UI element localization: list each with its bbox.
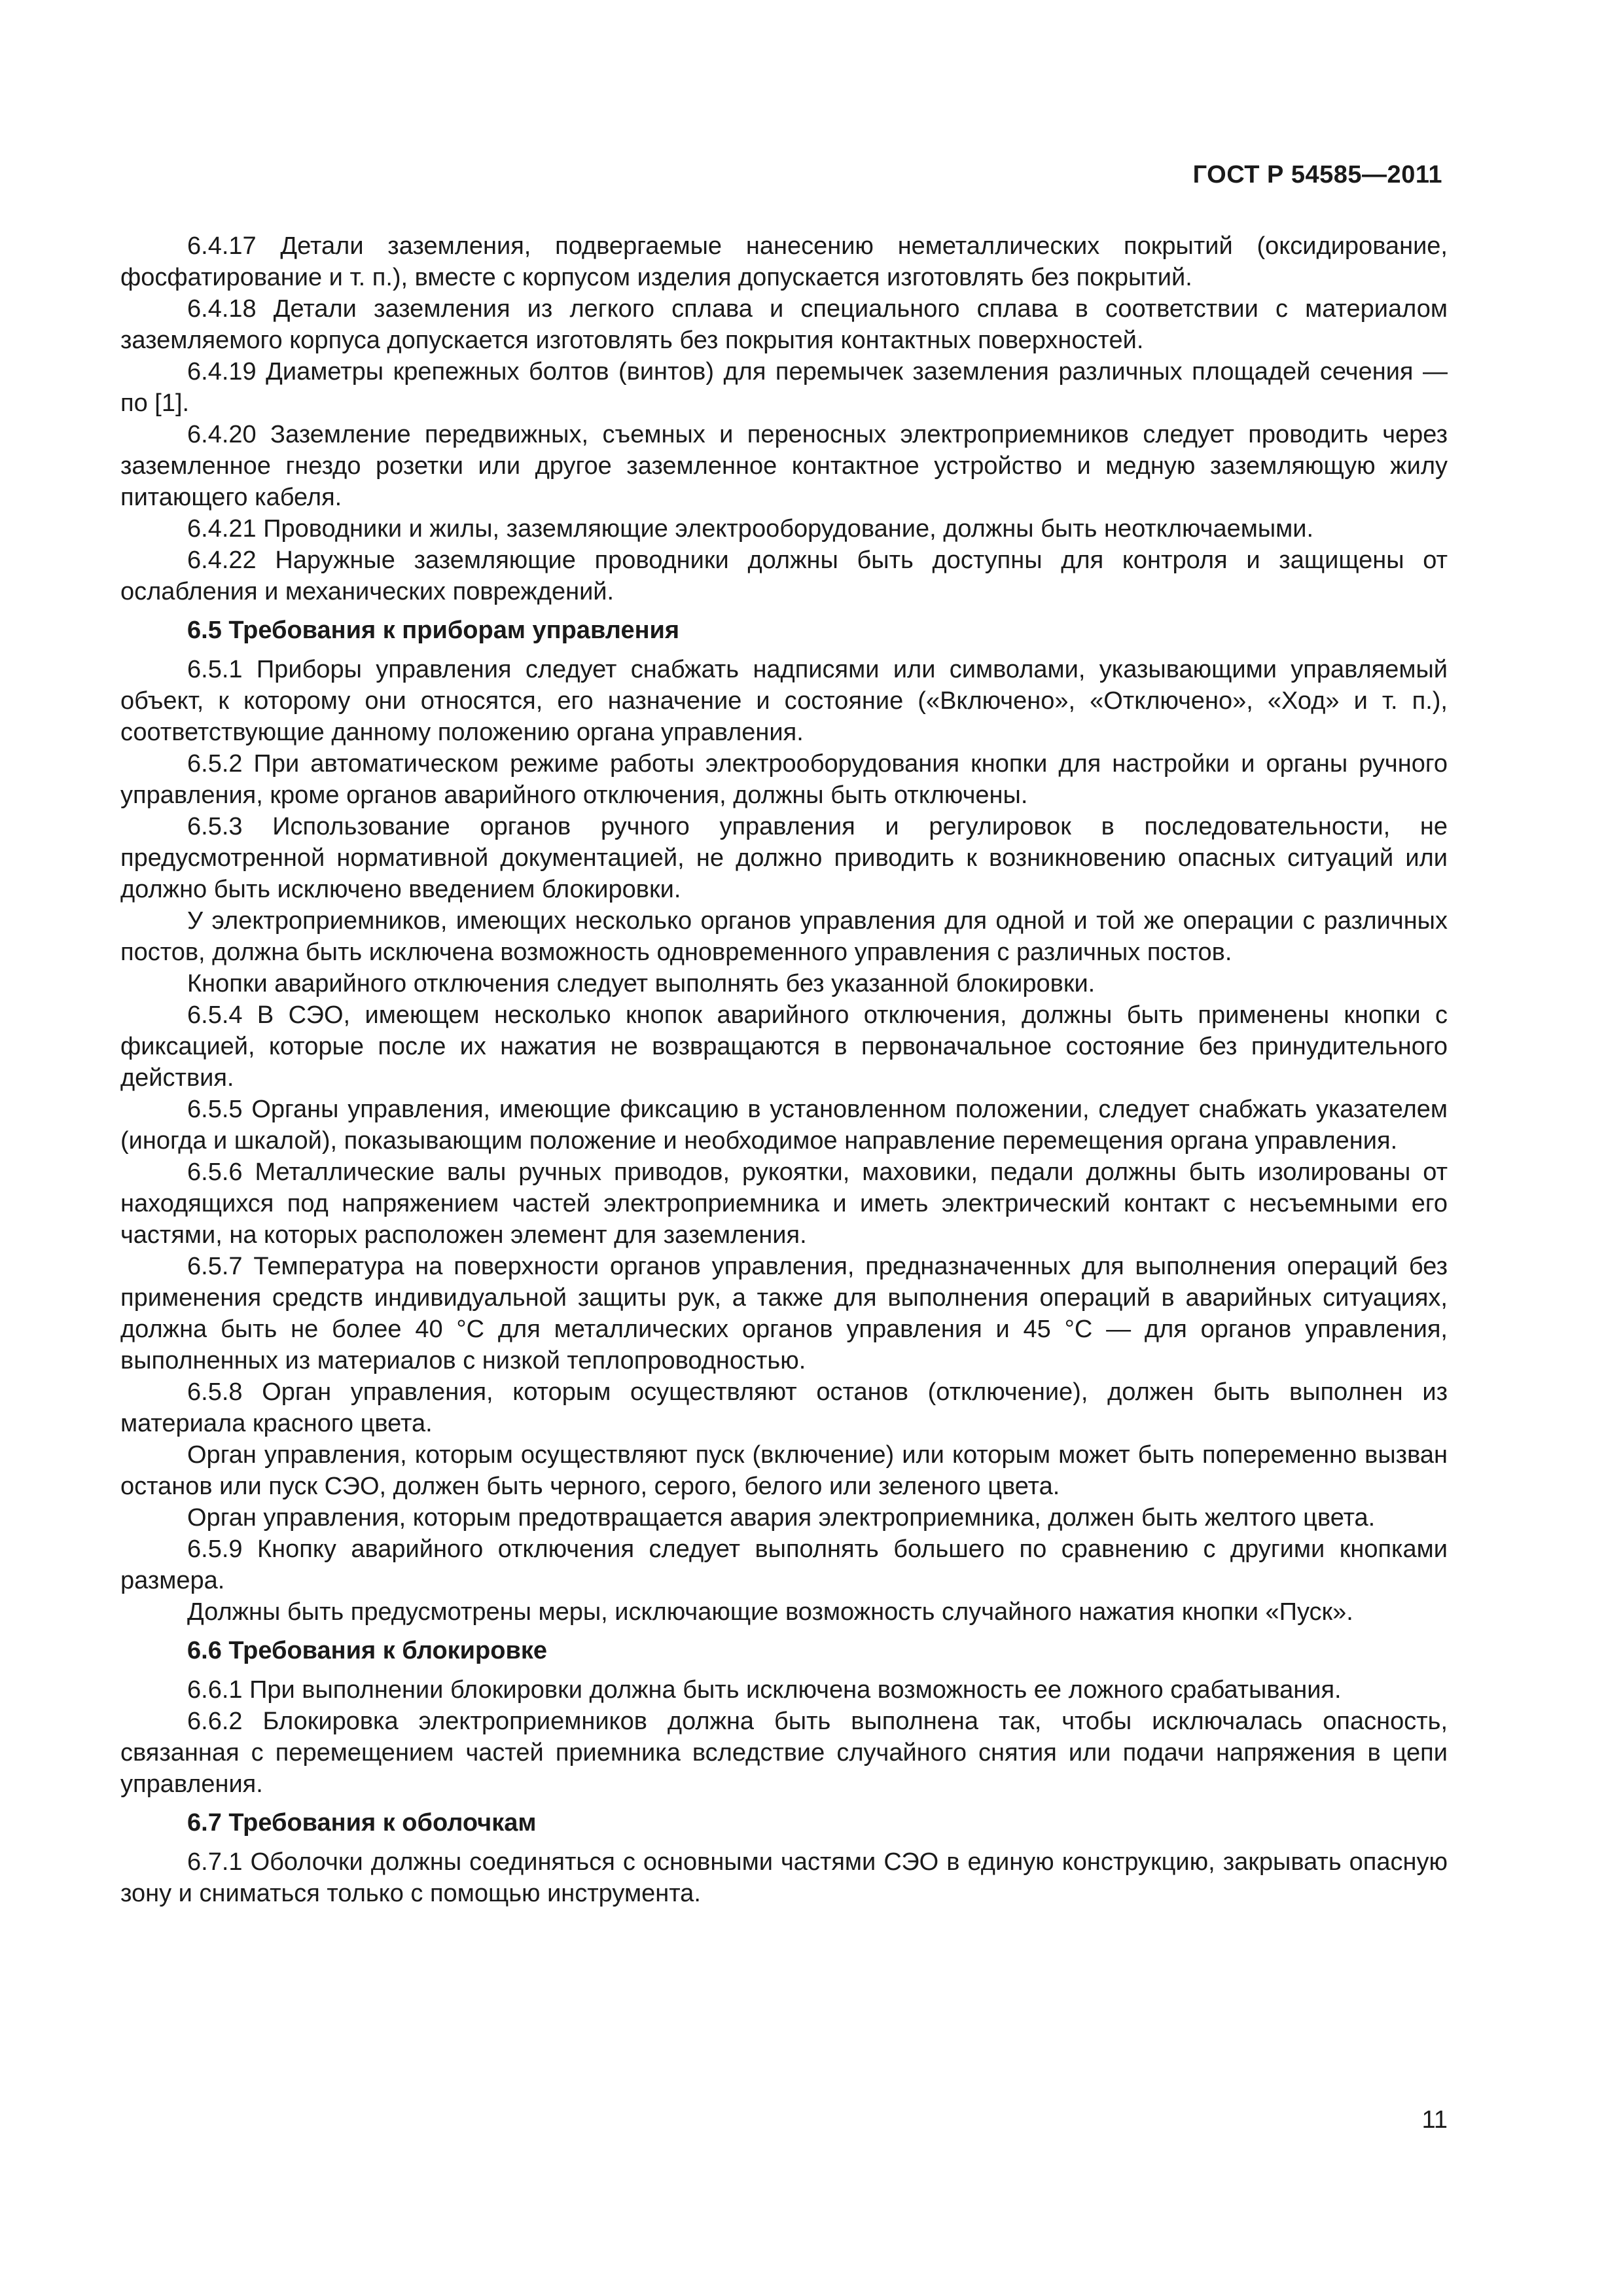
paragraph-6-5-9-cont: Должны быть предусмотрены меры, исключающие возможность случайного нажатия кнопки «Пуск». <box>187 1598 1353 1626</box>
paragraph-6-7-1: 6.7.1 Оболочки должны соединяться с основными частями СЭО в единую конструкцию, закрывать опасную зону и сниматься только с помощью инструмента. <box>120 1848 1448 1907</box>
paragraph-6-4-18: 6.4.18 Детали заземления из легкого сплава и специального сплава в соответствии с материалом заземляемого корпуса допускается изготовлять без покрытия контактных поверхностей. <box>120 295 1448 354</box>
paragraph-6-5-8-cont-1: Орган управления, которым осуществляют пуск (включение) или которым может быть попеременно вызван останов или пуск СЭО, должен быть черного, серого, белого или зеленого цвета. <box>120 1441 1448 1500</box>
paragraph-6-5-7: 6.5.7 Температура на поверхности органов управления, предназначенных для выполнения операций без применения средств индивидуальной защиты рук, а также для выполнения операций в аварийных ситуациях, должна быть не более 40 °С для металлических органов управления и 45 °С — для органов управления, выполненных из материалов с низкой теплопроводностью. <box>120 1253 1448 1374</box>
paragraph-6-5-3: 6.5.3 Использование органов ручного управления и регулировок в последовательности, не предусмотренной нормативной документацией, не должно приводить к возникновению опасных ситуаций или должно быть исключено введением блокировки. <box>120 813 1448 903</box>
page-number: 11 <box>1421 2106 1448 2134</box>
paragraph-6-5-6: 6.5.6 Металлические валы ручных приводов, рукоятки, маховики, педали должны быть изолированы от находящихся под напряжением частей электроприемника и иметь электрический контакт с несъемными его частями, на которых расположен элемент для заземления. <box>120 1158 1448 1249</box>
paragraph-6-5-5: 6.5.5 Органы управления, имеющие фиксацию в установленном положении, следует снабжать указателем (иногда и шкалой), показывающим положение и необходимое направление перемещения органа управления. <box>120 1096 1448 1155</box>
paragraph-6-5-9: 6.5.9 Кнопку аварийного отключения следует выполнять большего по сравнению с другими кнопками размера. <box>120 1535 1448 1594</box>
section-heading-6-6: 6.6 Требования к блокировке <box>187 1637 547 1664</box>
section-heading-6-7: 6.7 Требования к оболочкам <box>187 1809 537 1837</box>
paragraph-6-6-2: 6.6.2 Блокировка электроприемников должна быть выполнена так, чтобы исключалась опасность, связанная с перемещением частей приемника вследствие случайного снятия или подачи напряжения в цепи управления. <box>120 1708 1448 1798</box>
paragraph-6-5-3-cont-1: У электроприемников, имеющих несколько органов управления для одной и той же операции с различных постов, должна быть исключена возможность одновременного управления с различных постов. <box>120 907 1448 966</box>
document-body <box>120 230 1448 1909</box>
paragraph-6-4-21: 6.4.21 Проводники и жилы, заземляющие электрооборудование, должны быть неотключаемыми. <box>187 515 1314 543</box>
paragraph-6-5-8-cont-2: Орган управления, которым предотвращается авария электроприемника, должен быть желтого цвета. <box>187 1504 1376 1532</box>
paragraph-6-5-1: 6.5.1 Приборы управления следует снабжать надписями или символами, указывающими управляемый объект, к которому они относятся, его назначение и состояние («Включено», «Отключено», «Ход» и т. п.), соответствующие данному положению органа управления. <box>120 656 1448 746</box>
paragraph-6-4-22: 6.4.22 Наружные заземляющие проводники должны быть доступны для контроля и защищены от ослабления и механических повреждений. <box>120 547 1448 605</box>
paragraph-6-5-8: 6.5.8 Орган управления, которым осуществляют останов (отключение), должен быть выполнен из материала красного цвета. <box>120 1378 1448 1437</box>
paragraph-6-4-20: 6.4.20 Заземление передвижных, съемных и переносных электроприемников следует проводить через заземленное гнездо розетки или другое заземленное контактное устройство и медную заземляющую жилу питающего кабеля. <box>120 421 1448 511</box>
paragraph-6-5-4: 6.5.4 В СЭО, имеющем несколько кнопок аварийного отключения, должны быть применены кнопки с фиксацией, которые после их нажатия не возвращаются в первоначальное состояние без принудительного действия. <box>120 1001 1448 1092</box>
section-heading-6-5: 6.5 Требования к приборам управления <box>187 617 680 644</box>
paragraph-6-5-2: 6.5.2 При автоматическом режиме работы электрооборудования кнопки для настройки и органы ручного управления, кроме органов аварийного отключения, должны быть отключены. <box>120 750 1448 809</box>
paragraph-6-5-3-cont-2: Кнопки аварийного отключения следует выполнять без указанной блокировки. <box>187 970 1096 997</box>
paragraph-6-6-1: 6.6.1 При выполнении блокировки должна быть исключена возможность ее ложного срабатывания. <box>187 1676 1342 1704</box>
paragraph-6-4-17: 6.4.17 Детали заземления, подвергаемые нанесению неметаллических покрытий (оксидирование, фосфатирование и т. п.), вместе с корпусом изделия допускается изготовлять без покрытий. <box>120 232 1448 291</box>
document-header-id: ГОСТ Р 54585—2011 <box>1192 161 1442 188</box>
paragraph-6-4-19: 6.4.19 Диаметры крепежных болтов (винтов) для перемычек заземления различных площадей сечения — по [1]. <box>120 358 1448 417</box>
